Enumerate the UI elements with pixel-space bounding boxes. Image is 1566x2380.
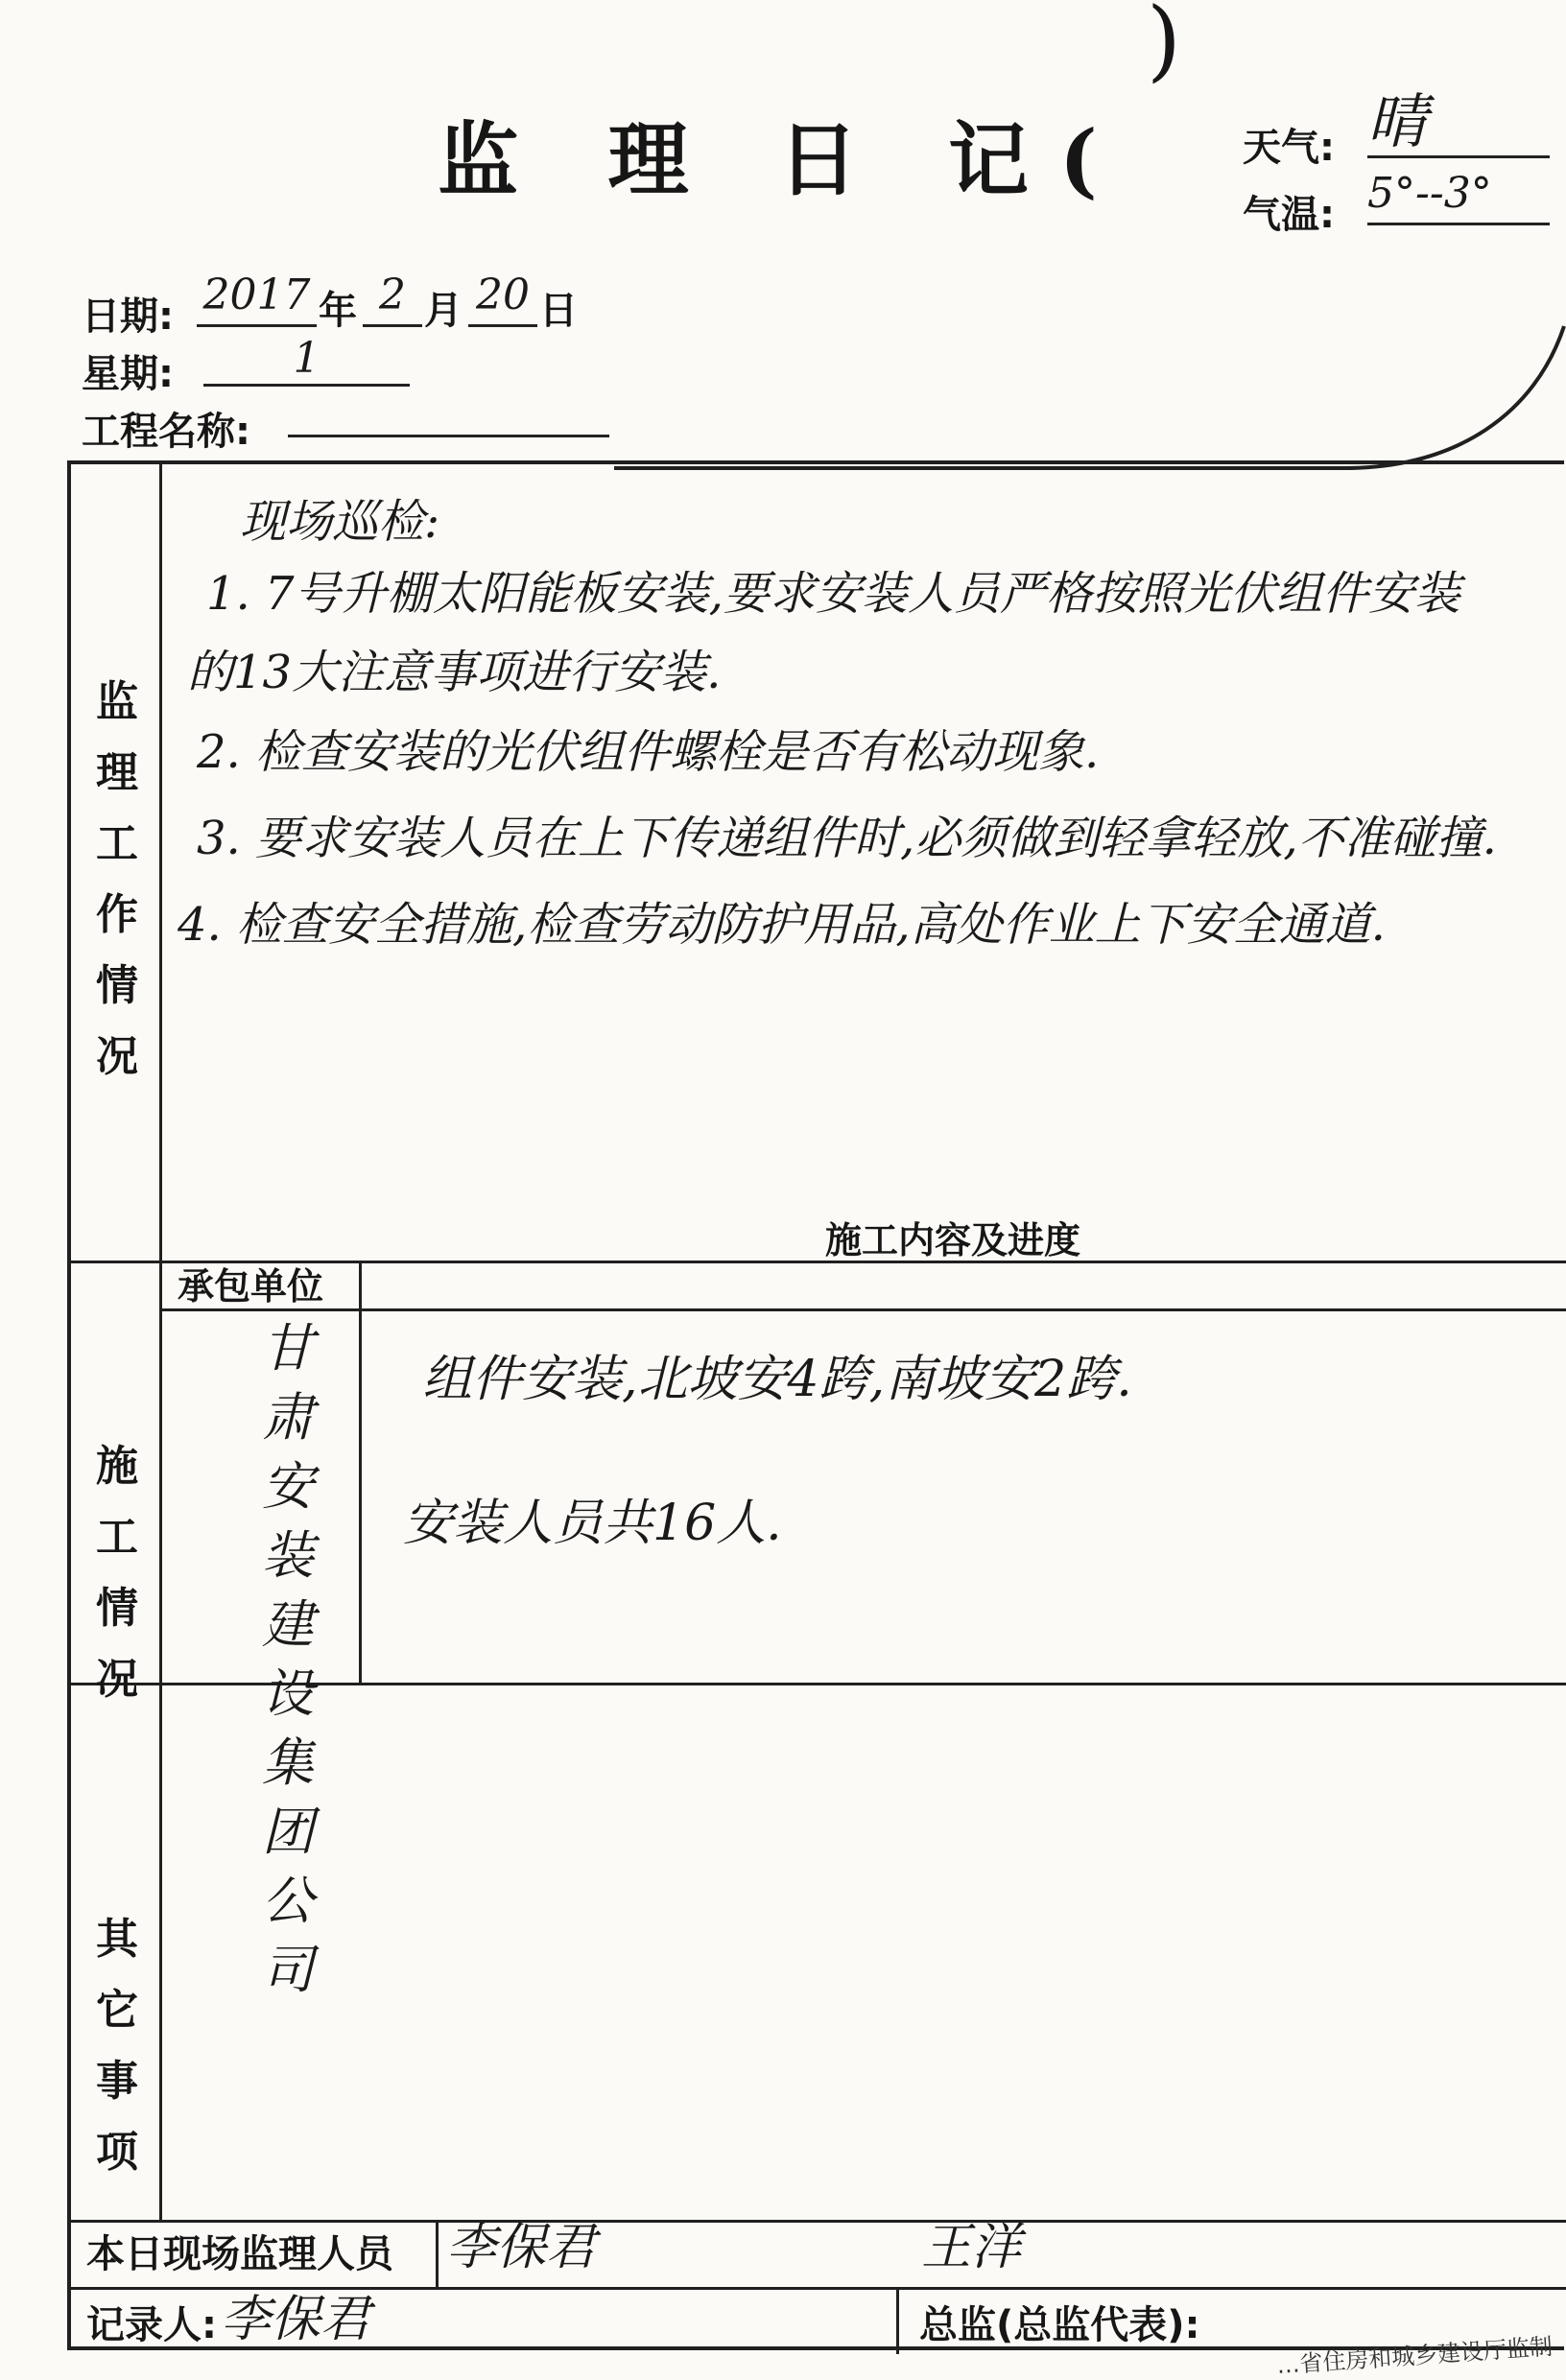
construction-line-2: 安装人员共16人. [403,1495,782,1552]
printer-note: …省住房和城乡建设厅监制 [1275,2332,1554,2380]
label-char: 施 [96,1442,138,1491]
contractor-char: 设 [262,1663,314,1724]
contractor-char: 司 [262,1940,314,2000]
label-char: 作 [96,890,138,939]
onsite-staff-signature-1: 李保君 [446,2219,597,2276]
chief-supervisor-label: 总监(总监代表): [919,2303,1200,2347]
label-char: 事 [96,2057,138,2106]
date-month-suffix: 月 [424,289,463,333]
contractor-header: 承包单位 [178,1265,324,1308]
recorder-signature: 李保君 [221,2291,371,2348]
supervision-line-4: 4. 检查安全措施,检查劳动防护用品,高处作业上下安全通道. [178,898,1386,952]
onsite-staff-signature-2: 王洋 [921,2219,1022,2276]
date-day-suffix: 日 [539,289,578,333]
date-year: 2017 [197,271,317,327]
label-char: 情 [96,1584,138,1633]
label-char: 其 [96,1915,138,1964]
contractor-char: 建 [262,1594,314,1655]
form-top-curve [614,288,1566,470]
other-section-label [71,1904,163,2188]
weekday-value: 1 [203,334,410,387]
date-label: 日期: [82,295,174,339]
contractor-char: 安 [262,1456,314,1517]
date-year-suffix: 年 [319,289,357,333]
contractor-name [235,1314,341,2005]
weekday-label: 星期: [82,352,174,396]
label-char: 工 [96,819,138,868]
project-name-label: 工程名称: [82,410,250,454]
date-day: 20 [468,271,537,327]
contractor-char: 公 [262,1871,314,1931]
date-month: 2 [363,271,422,327]
temperature-label: 气温: [1243,193,1335,237]
supervision-section-label [71,667,163,1093]
weather-value: 晴 [1367,88,1550,158]
content-header: 施工内容及进度 [825,1219,1081,1261]
contractor-char: 甘 [262,1318,314,1379]
temperature-value: 5°--3° [1367,165,1550,225]
supervision-line-heading: 现场巡检: [240,495,440,549]
supervision-line-2: 2. 检查安装的光伏组件螺栓是否有松动现象. [197,725,1100,779]
contractor-char: 团 [262,1802,314,1862]
construction-line-1: 组件安装,北坡安4跨,南坡安2跨. [422,1351,1132,1408]
weather-label: 天气: [1243,126,1335,170]
label-char: 况 [96,1032,138,1081]
title-text: 监 理 日 记( [438,112,1128,207]
contractor-char: 肃 [262,1387,314,1448]
supervision-line-1b: 的13大注意事项进行安装. [187,646,722,699]
project-name-field [288,389,609,437]
label-char: 况 [96,1655,138,1704]
label-char: 理 [96,748,138,797]
title-close-paren: ) [1147,0,1212,91]
contractor-char: 集 [262,1732,314,1793]
label-char: 监 [96,677,138,726]
construction-section-label [71,1431,163,1715]
label-char: 项 [96,2128,138,2177]
label-char: 情 [96,961,138,1010]
supervision-line-3: 3. 要求安装人员在上下传递组件时,必须做到轻拿轻放,不准碰撞. [197,812,1497,865]
contractor-char: 装 [262,1525,314,1586]
supervision-line-1: 1. 7号升棚太阳能板安装,要求安装人员严格按照光伏组件安装 [206,567,1460,621]
label-char: 它 [96,1986,138,2035]
label-char: 工 [96,1513,138,1562]
recorder-label: 记录人: [86,2303,217,2347]
onsite-staff-label: 本日现场监理人员 [86,2232,393,2276]
